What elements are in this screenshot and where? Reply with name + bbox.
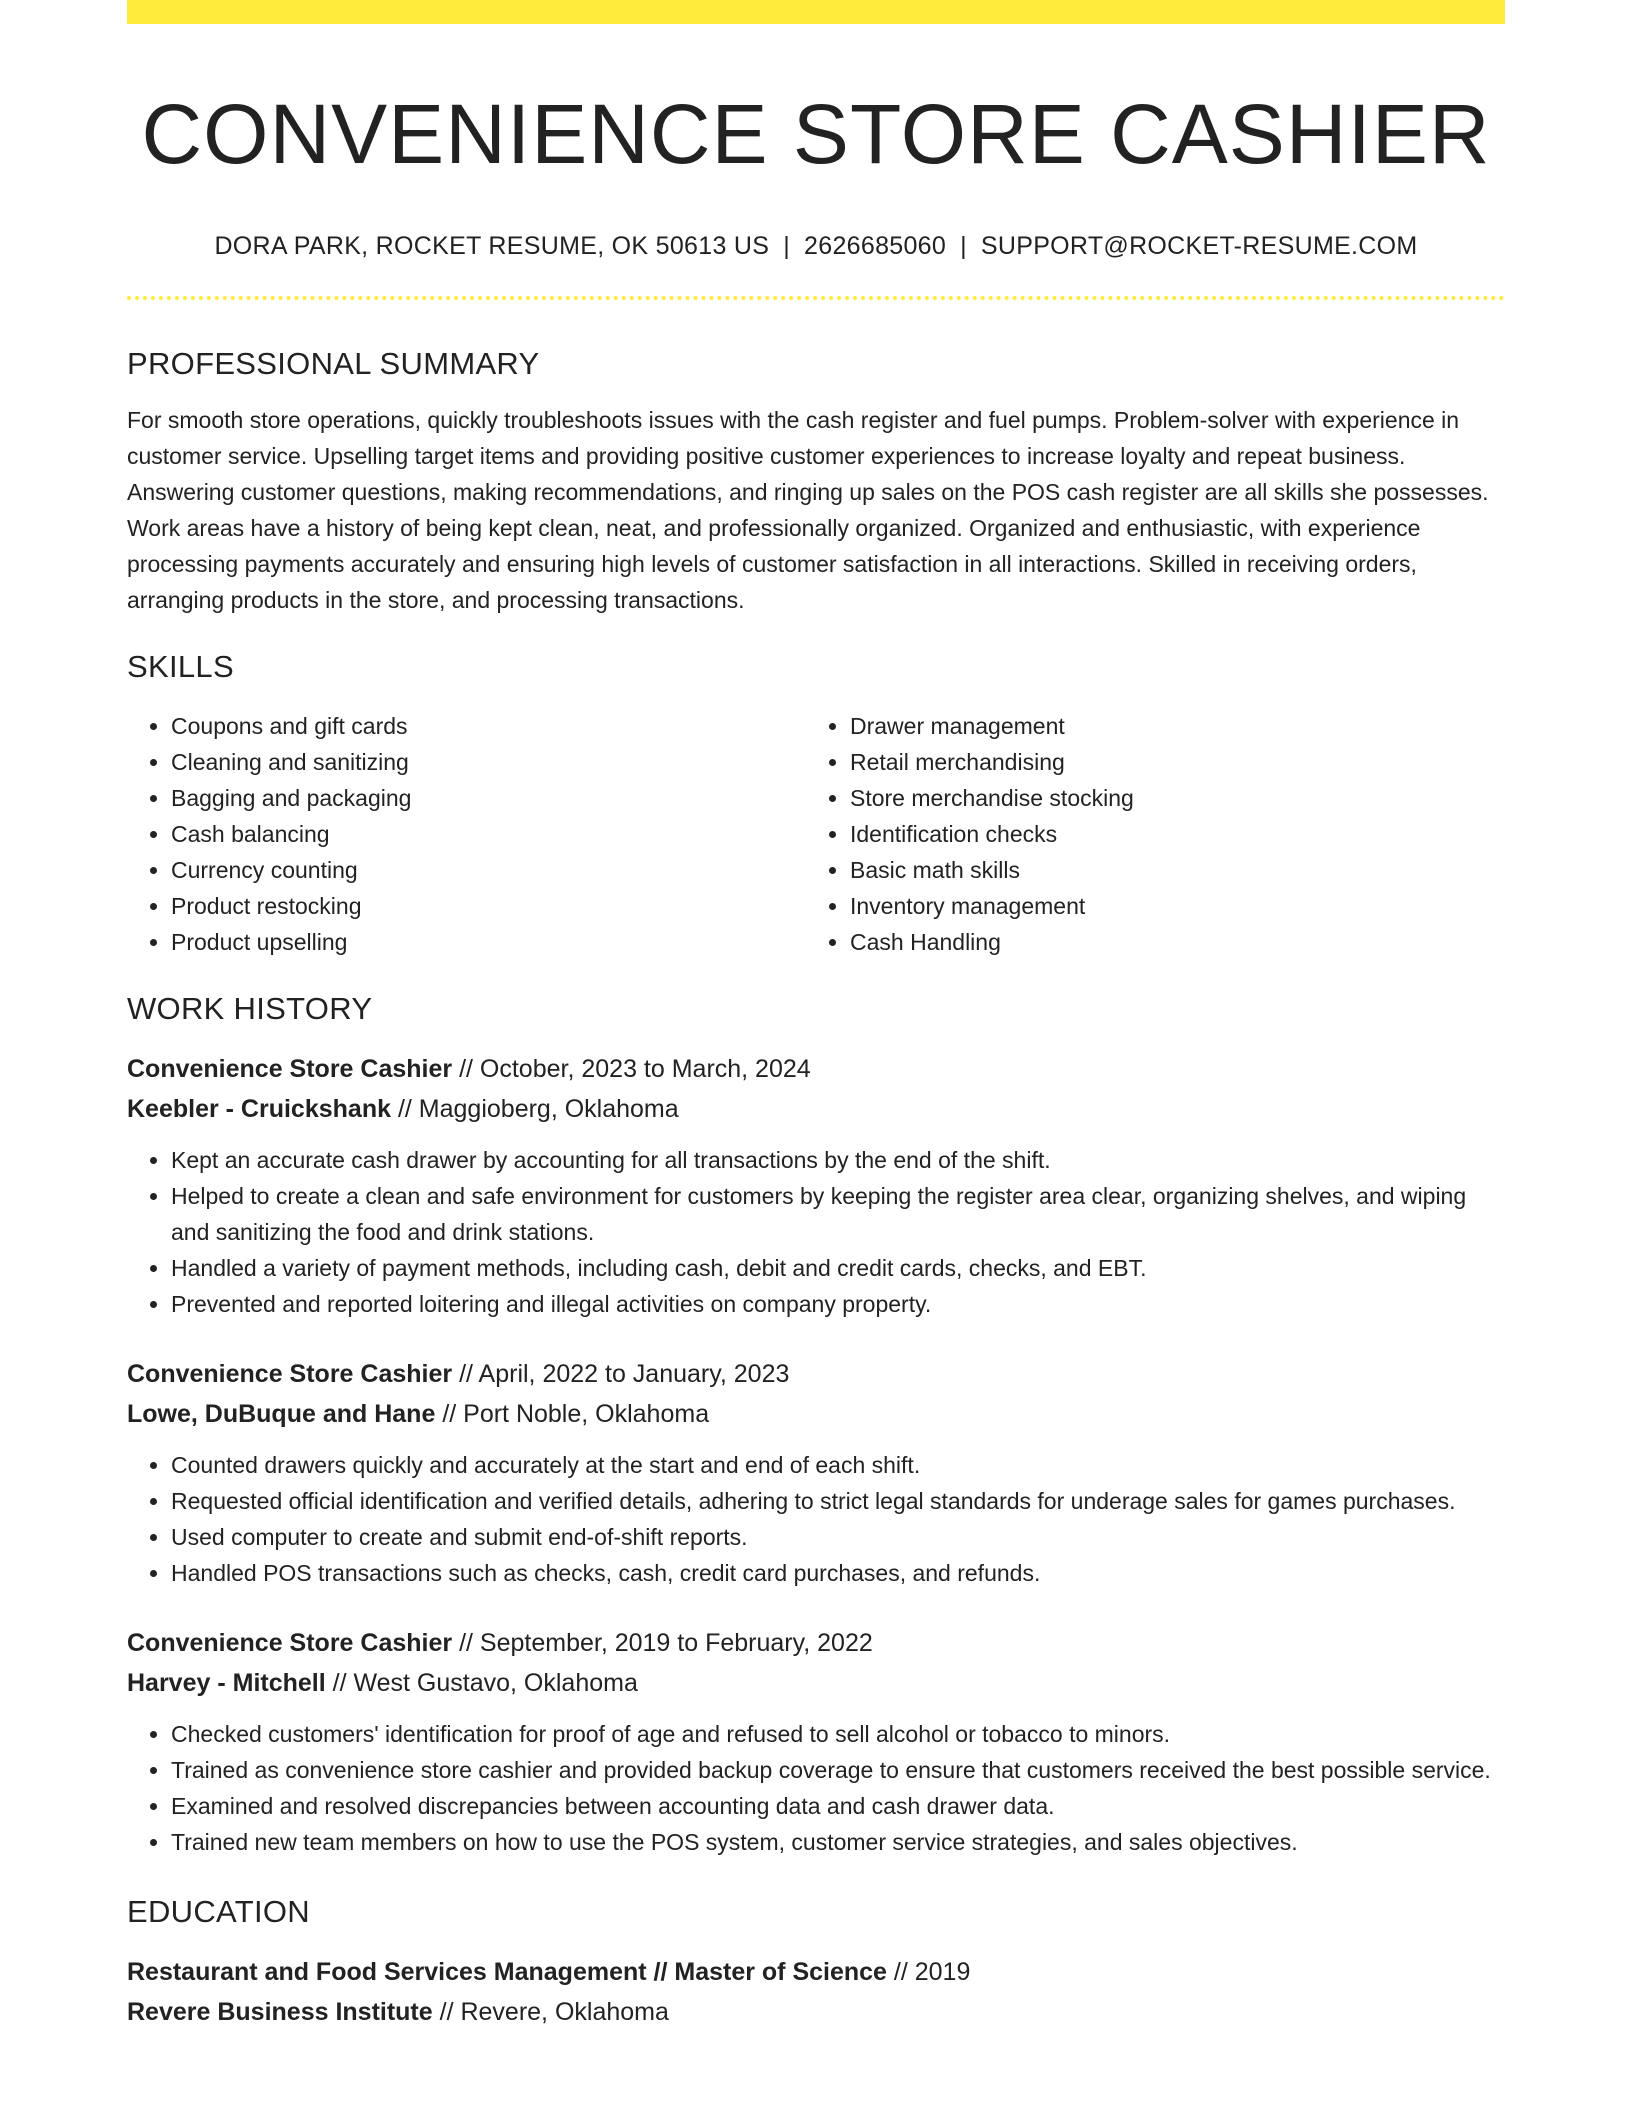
job-bullet: • Helped to create a clean and safe environment for customers by keeping the register area clear, organizing shelves, and wiping and sanitizing the food and drink stations. (171, 1178, 1505, 1250)
job-title-line (127, 1354, 1505, 1394)
skill-item: • Basic math skills (850, 852, 1485, 888)
skill-item: • Bagging and packaging (171, 780, 806, 816)
job-bullet: • Trained new team members on how to use the POS system, customer service strategies, and sales objectives. (171, 1824, 1505, 1860)
job-location: // Maggioberg, Oklahoma (397, 1095, 679, 1123)
job-bullets (127, 1716, 1505, 1860)
job-bullets (127, 1142, 1505, 1322)
accent-bar (127, 0, 1505, 24)
job-company: Keebler - Cruickshank (127, 1095, 391, 1123)
contact-separator: | (783, 232, 791, 260)
job-title-line (127, 1623, 1505, 1663)
job-company: Lowe, DuBuque and Hane (127, 1400, 436, 1428)
school-line (127, 1992, 1505, 2032)
phone-text: 2626685060 (804, 232, 947, 260)
job-title-line (127, 1049, 1505, 1089)
skill-item: • Retail merchandising (850, 744, 1485, 780)
job-bullet: • Handled POS transactions such as checks, cash, credit card purchases, and refunds. (171, 1555, 1505, 1591)
job-bullet: • Kept an accurate cash drawer by accounting for all transactions by the end of the shift. (171, 1142, 1505, 1178)
job-bullet: • Checked customers' identification for proof of age and refused to sell alcohol or tobacco to minors. (171, 1716, 1505, 1752)
address-text: DORA PARK, ROCKET RESUME, OK 50613 US (214, 232, 770, 260)
job-company-line (127, 1663, 1505, 1703)
job-role: Convenience Store Cashier (127, 1055, 453, 1083)
job-dates: // September, 2019 to February, 2022 (459, 1629, 873, 1657)
job-bullet: • Trained as convenience store cashier and provided backup coverage to ensure that customers received the best possible service. (171, 1752, 1505, 1788)
summary-text: For smooth store operations, quickly troubleshoots issues with the cash register and fuel pumps. Problem-solver with experience in customer service. Upselling target items and providing positive customer experiences to increase loyalty and repeat business. Answering customer questions, making recommendations, and ringing up sales on the POS cash register are all skills she possesses. Work areas have a history of being kept clean, neat, and professionally organized. Organized and enthusiastic, with experience processing payments accurately and ensuring high levels of customer satisfaction in all interactions. Skilled in receiving orders, arranging products in the store, and processing transactions. (127, 407, 1489, 613)
job-entry (127, 1354, 1505, 1591)
school-name: Revere Business Institute (127, 1998, 433, 2026)
job-entry (127, 1049, 1505, 1322)
work-heading: WORK HISTORY (127, 991, 373, 1026)
job-bullet: • Counted drawers quickly and accurately at the start and end of each shift. (171, 1447, 1505, 1483)
contact-line (127, 230, 1505, 262)
skills-heading: SKILLS (127, 649, 234, 684)
job-bullet: • Requested official identification and verified details, adhering to strict legal standards for underage sales for games purchases. (171, 1483, 1505, 1519)
job-company: Harvey - Mitchell (127, 1669, 326, 1697)
job-bullet: • Used computer to create and submit end-of-shift reports. (171, 1519, 1505, 1555)
degree-line (127, 1952, 1505, 1992)
skill-item: • Drawer management (850, 708, 1485, 744)
skill-item: • Identification checks (850, 816, 1485, 852)
skills-column-right (806, 708, 1485, 960)
skill-item: • Currency counting (171, 852, 806, 888)
job-bullets (127, 1447, 1505, 1591)
education-entry (127, 1952, 1505, 2032)
degree-text: Restaurant and Food Services Management // Master of Science (127, 1958, 887, 1986)
job-company-line (127, 1394, 1505, 1434)
skills-list (127, 708, 1505, 960)
summary-heading: PROFESSIONAL SUMMARY (127, 346, 540, 381)
job-location: // West Gustavo, Oklahoma (332, 1669, 638, 1697)
skill-item: • Cash Handling (850, 924, 1485, 960)
resume-title: CONVENIENCE STORE CASHIER (141, 87, 1491, 181)
school-location: // Revere, Oklahoma (439, 1998, 669, 2026)
skills-column-left (127, 708, 806, 960)
job-company-line (127, 1089, 1505, 1129)
job-dates: // April, 2022 to January, 2023 (459, 1360, 790, 1388)
skill-item: • Product restocking (171, 888, 806, 924)
skill-item: • Coupons and gift cards (171, 708, 806, 744)
dotted-divider (127, 296, 1505, 300)
job-bullet: • Examined and resolved discrepancies between accounting data and cash drawer data. (171, 1788, 1505, 1824)
skill-item: • Cleaning and sanitizing (171, 744, 806, 780)
job-role: Convenience Store Cashier (127, 1629, 453, 1657)
skill-item: • Store merchandise stocking (850, 780, 1485, 816)
job-dates: // October, 2023 to March, 2024 (459, 1055, 811, 1083)
job-entry (127, 1623, 1505, 1860)
resume-page (127, 0, 1505, 2032)
job-bullet: • Prevented and reported loitering and illegal activities on company property. (171, 1286, 1505, 1322)
graduation-year: // 2019 (893, 1958, 971, 1986)
skill-item: • Product upselling (171, 924, 806, 960)
skill-item: • Cash balancing (171, 816, 806, 852)
job-bullet: • Handled a variety of payment methods, including cash, debit and credit cards, checks, and EBT. (171, 1250, 1505, 1286)
skill-item: • Inventory management (850, 888, 1485, 924)
work-history (127, 1049, 1505, 1860)
education-heading: EDUCATION (127, 1894, 310, 1929)
job-location: // Port Noble, Oklahoma (442, 1400, 710, 1428)
contact-separator: | (960, 232, 967, 260)
email-text: SUPPORT@ROCKET-RESUME.COM (980, 232, 1418, 260)
job-role: Convenience Store Cashier (127, 1360, 453, 1388)
